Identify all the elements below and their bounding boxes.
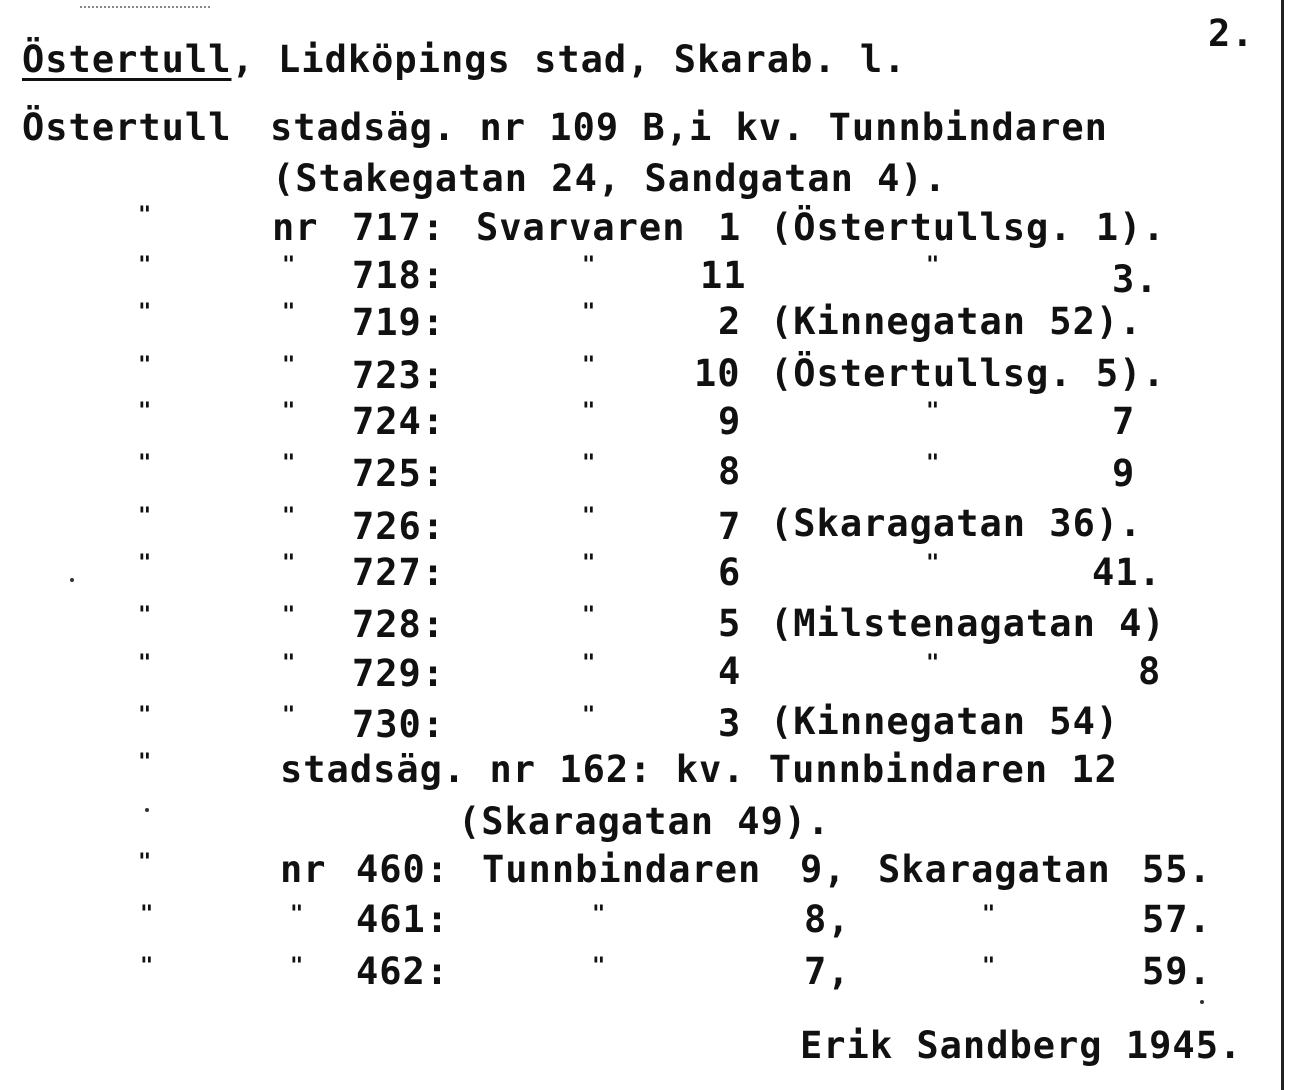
entry-address: 59. xyxy=(1142,950,1212,993)
ditto-mark: " xyxy=(140,954,154,979)
entry-lot: 3 xyxy=(718,702,742,745)
entry-text: stadsäg. nr 162: kv. Tunnbindaren 12 xyxy=(280,748,1118,791)
card-heading xyxy=(22,38,907,82)
entry-address: (Kinnegatan 52). xyxy=(770,300,1143,343)
ditto-mark: " xyxy=(282,300,296,325)
entry-address: (Kinnegatan 54) xyxy=(770,700,1120,743)
entry-number: 724: xyxy=(352,400,446,443)
ditto-mark: " xyxy=(282,551,296,576)
entry-text: (Stakegatan 24, Sandgatan 4). xyxy=(272,157,948,200)
entry-lot: 7 xyxy=(718,505,742,548)
ditto-mark: " xyxy=(282,253,296,278)
ditto-mark: " xyxy=(138,451,152,476)
ditto-mark: " xyxy=(926,253,940,278)
entry-lead: Östertull xyxy=(22,106,232,149)
entry-lot: 8 xyxy=(718,450,742,493)
entry-quarter: Tunnbindaren xyxy=(482,848,762,891)
ditto-mark: " xyxy=(926,551,940,576)
ditto-mark: " xyxy=(926,399,940,424)
entry-address: 41. xyxy=(1092,551,1162,594)
entry-nr: nr xyxy=(280,848,327,891)
entry-text: (Skaragatan 49). xyxy=(458,800,831,843)
ditto-mark: " xyxy=(138,703,152,728)
ditto-mark: " xyxy=(582,703,596,728)
entry-number: 717: xyxy=(352,206,446,249)
ditto-mark: " xyxy=(138,203,152,228)
ditto-mark: " xyxy=(282,703,296,728)
entry-number: 719: xyxy=(352,301,446,344)
heading-place: Östertull xyxy=(22,38,232,81)
ditto-mark: " xyxy=(582,603,596,628)
entry-number: 725: xyxy=(352,452,446,495)
ditto-mark: " xyxy=(290,902,304,927)
ditto-mark: " xyxy=(592,954,606,979)
entry-address: 8 xyxy=(1138,650,1162,693)
ditto-mark: " xyxy=(138,253,152,278)
entry-address: 9 xyxy=(1112,452,1136,495)
entry-lot: 9 xyxy=(718,400,742,443)
entry-lot: 1 xyxy=(718,206,742,249)
entry-number: 462: xyxy=(356,950,450,993)
entry-address: (Skaragatan 36). xyxy=(770,502,1143,545)
ditto-mark: " xyxy=(582,504,596,529)
entry-number: 729: xyxy=(352,652,446,695)
entry-lot: 9, xyxy=(800,848,847,891)
ditto-mark: " xyxy=(138,300,152,325)
entry-address: (Östertullsg. 5). xyxy=(770,352,1166,395)
ditto-mark: " xyxy=(926,651,940,676)
entry-address: (Östertullsg. 1). xyxy=(770,206,1166,249)
ditto-mark: " xyxy=(982,902,996,927)
page-number: 2. xyxy=(1208,12,1255,55)
ditto-mark: " xyxy=(982,954,996,979)
ditto-mark: " xyxy=(582,253,596,278)
entry-number: 728: xyxy=(352,603,446,646)
entry-lot: 7, xyxy=(804,950,851,993)
entry-number: 460: xyxy=(356,848,450,891)
ditto-mark: " xyxy=(138,651,152,676)
entry-number: 730: xyxy=(352,703,446,746)
entry-quarter: Svarvaren xyxy=(476,206,686,249)
ditto-mark: " xyxy=(282,651,296,676)
card-top-edge xyxy=(80,6,210,10)
entry-nr: nr xyxy=(272,206,319,249)
entry-lot: 6 xyxy=(718,551,742,594)
ditto-mark: " xyxy=(138,399,152,424)
ditto-mark: " xyxy=(138,353,152,378)
entry-street: Skaragatan xyxy=(878,848,1111,891)
ditto-mark: " xyxy=(582,300,596,325)
entry-number: 718: xyxy=(352,254,446,297)
card-right-edge xyxy=(1281,0,1284,1090)
ditto-mark: " xyxy=(290,954,304,979)
ditto-mark: " xyxy=(282,353,296,378)
ditto-mark: " xyxy=(582,353,596,378)
ditto-mark: " xyxy=(140,902,154,927)
entry-address: 57. xyxy=(1142,898,1212,941)
entry-lot: 11 xyxy=(700,254,747,297)
entry-address: 7 xyxy=(1112,400,1136,443)
entry-address: 55. xyxy=(1142,848,1212,891)
scan-speck xyxy=(145,808,149,812)
ditto-mark: " xyxy=(282,451,296,476)
entry-address: (Milstenagatan 4) xyxy=(770,602,1166,645)
ditto-mark: " xyxy=(138,750,152,775)
ditto-mark: " xyxy=(282,399,296,424)
entry-address: 3. xyxy=(1112,258,1159,301)
ditto-mark: " xyxy=(138,504,152,529)
entry-lot: 4 xyxy=(718,650,742,693)
ditto-mark: " xyxy=(282,603,296,628)
entry-number: 723: xyxy=(352,354,446,397)
ditto-mark: " xyxy=(582,451,596,476)
entry-number: 461: xyxy=(356,898,450,941)
scan-speck xyxy=(70,578,74,582)
heading-rest: , Lidköpings stad, Skarab. l. xyxy=(231,38,907,81)
entry-lot: 5 xyxy=(718,602,742,645)
signature: Erik Sandberg 1945. xyxy=(800,1024,1243,1067)
ditto-mark: " xyxy=(138,551,152,576)
entry-lot: 10 xyxy=(694,352,741,395)
scan-speck xyxy=(1200,1000,1204,1004)
entry-text: stadsäg. nr 109 B,i kv. Tunnbindaren xyxy=(270,106,1108,149)
ditto-mark: " xyxy=(592,902,606,927)
entry-lot: 2 xyxy=(718,300,742,343)
ditto-mark: " xyxy=(138,603,152,628)
entry-number: 727: xyxy=(352,551,446,594)
ditto-mark: " xyxy=(582,551,596,576)
ditto-mark: " xyxy=(926,451,940,476)
ditto-mark: " xyxy=(282,504,296,529)
ditto-mark: " xyxy=(582,651,596,676)
entry-number: 726: xyxy=(352,505,446,548)
entry-lot: 8, xyxy=(804,898,851,941)
ditto-mark: " xyxy=(138,850,152,875)
ditto-mark: " xyxy=(582,399,596,424)
